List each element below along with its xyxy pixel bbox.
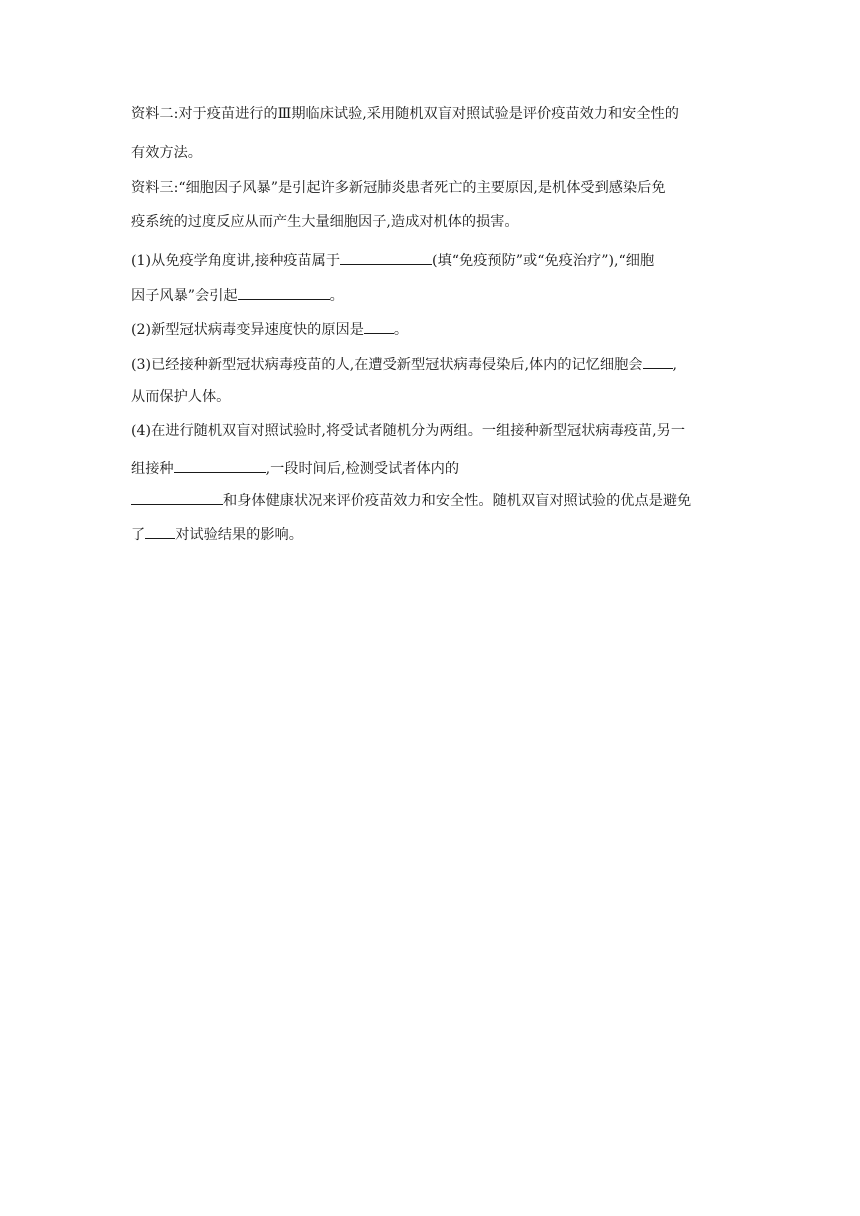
question-4-line (131, 490, 692, 509)
question-1-text: (1)从免疫学角度讲,接种疫苗属于 (131, 253, 341, 269)
question-4-text-cont: ,一段时间后,检测受试者体内的 (265, 461, 460, 477)
question-4-line (131, 524, 303, 543)
text-line (131, 145, 202, 161)
answer-blank[interactable] (643, 354, 673, 369)
material-two-text: 资料二:对于疫苗进行的Ⅲ期临床试验,采用随机双盲对照试验是评价疫苗效力和安全性的 (131, 106, 679, 122)
question-3-line (131, 354, 678, 373)
text-line (131, 106, 679, 122)
answer-blank[interactable] (340, 250, 432, 265)
material-three-text-cont: 疫系统的过度反应从而产生大量细胞因子,造成对机体的损害。 (131, 214, 519, 230)
answer-blank[interactable] (364, 319, 394, 334)
question-3-text: (3)已经接种新型冠状病毒疫苗的人,在遭受新型冠状病毒侵染后,体内的记忆细胞会 (131, 357, 643, 373)
punctuation: 。 (393, 322, 409, 338)
question-2-line (131, 319, 409, 338)
answer-blank[interactable] (145, 524, 175, 539)
question-4-line (131, 458, 460, 477)
question-4-text-cont: 和身体健康状况来评价疫苗效力和安全性。随机双盲对照试验的优点是避免 (223, 493, 692, 509)
material-three-text: 资料三:“细胞因子风暴”是引起许多新冠肺炎患者死亡的主要原因,是机体受到感染后免 (131, 180, 666, 196)
punctuation: , (672, 357, 678, 373)
question-4-text-cont: 了 (131, 527, 146, 543)
answer-blank[interactable] (238, 285, 330, 300)
question-4-line (131, 423, 685, 439)
question-1-text-cont: 因子风暴”会引起 (131, 288, 238, 304)
question-4-text-cont: 对试验结果的影响。 (175, 527, 303, 543)
punctuation: 。 (329, 288, 344, 304)
question-3-text-cont: 从而保护人体。 (131, 389, 231, 405)
question-3-line (131, 389, 230, 405)
question-2-text: (2)新型冠状病毒变异速度快的原因是 (131, 322, 364, 338)
answer-blank[interactable] (174, 458, 266, 473)
question-1-line (131, 250, 655, 269)
question-1-text-cont: (填“免疫预防”或“免疫治疗”),“细胞 (432, 253, 655, 269)
text-line (131, 180, 666, 196)
question-4-text: (4)在进行随机双盲对照试验时,将受试者随机分为两组。一组接种新型冠状病毒疫苗,另一 (131, 423, 686, 439)
question-1-line (131, 285, 344, 304)
material-two-text-cont: 有效方法。 (131, 145, 202, 161)
question-4-text-cont: 组接种 (131, 461, 174, 477)
answer-blank[interactable] (131, 490, 223, 505)
text-line (131, 214, 519, 230)
